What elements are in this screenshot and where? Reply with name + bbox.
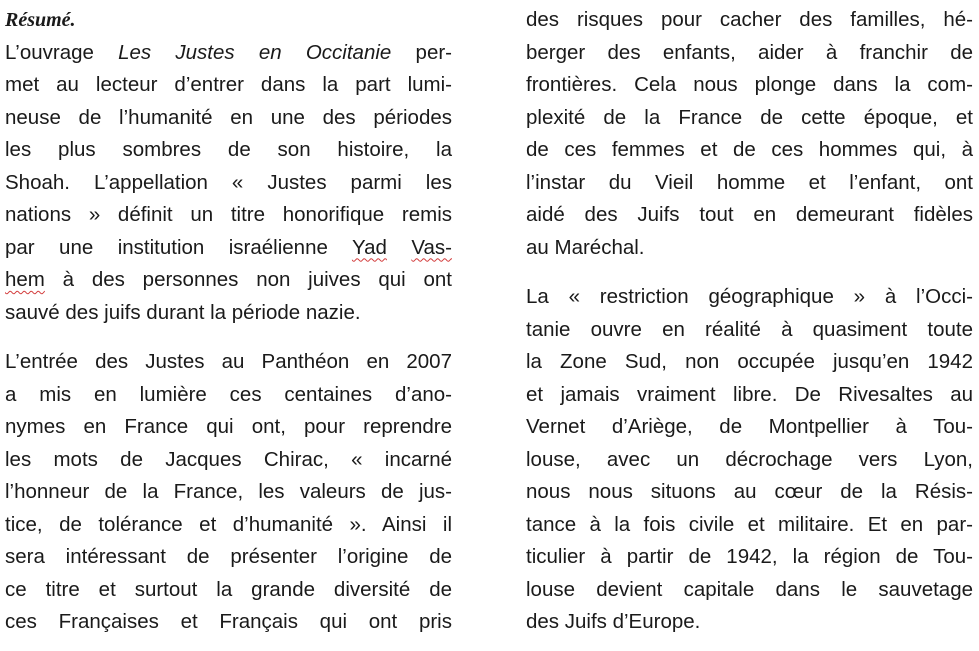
text-line: la Zone Sud, non occupée jusqu’en 1942 [526,350,973,373]
text-segment: per- [391,40,452,64]
text-line: neuse de l’humanité en une des périodes [5,105,452,129]
right-column [526,4,973,639]
book-title: Les Justes en Occitanie [118,40,392,64]
text-line: et jamais vraiment libre. De Rivesaltes au [526,382,973,406]
text-line: berger des enfants, aider à franchir de [526,40,973,64]
text-line: nymes en France qui ont, pour reprendre [5,415,452,438]
text-line: l’instar du Vieil homme et l’enfant, ont [526,170,973,194]
text-line: ticulier à partir de 1942, la région de Tou- [526,545,973,568]
text-line: tance à la fois civile et militaire. Et en par- [526,512,973,536]
text-line: nations » définit un titre honorifique remis [5,203,452,226]
spellcheck-word[interactable]: Vas- [411,235,452,259]
text-line: tice, de tolérance et d’humanité ». Ainsi il [5,512,452,536]
text-line: des Juifs d’Europe. [526,610,701,633]
text-segment: à des personnes non juives qui ont [44,268,452,291]
paragraph-gap [526,264,973,281]
text-segment: par une institution israélienne [5,235,352,259]
text-line: La « restriction géographique » à l’Occi- [526,285,973,308]
text-line [5,264,452,297]
text-line: ce titre et surtout la grande diversité de [5,577,452,601]
text-line [5,37,452,70]
text-line: sauvé des juifs durant la période nazie. [5,300,361,324]
text-line [5,232,452,265]
text-line: Shoah. L’appellation « Justes parmi les [5,170,452,194]
text-line: tanie ouvre en réalité à quasiment toute [526,317,973,341]
abstract-heading: Résumé. [5,9,76,31]
text-segment: L’ouvrage [5,40,119,64]
text-line: de ces femmes et de ces hommes qui, à [526,138,973,161]
text-segment [387,236,411,259]
text-line: L’entrée des Justes au Panthéon en 2007 [5,350,452,373]
text-line: sera intéressant de présenter l’origine de [5,545,452,568]
text-line: au Maréchal. [526,235,645,259]
text-line: aidé des Juifs tout en demeurant fidèles [526,203,973,226]
text-line: met au lecteur d’entrer dans la part lumi- [5,73,452,96]
text-line: les plus sombres de son histoire, la [5,138,452,161]
text-line: a mis en lumière ces centaines d’ano- [5,382,452,406]
text-line: les mots de Jacques Chirac, « incarné [5,447,452,471]
paragraph-gap [5,329,452,346]
text-line: Vernet d’Ariège, de Montpellier à Tou- [526,415,973,438]
spellcheck-word[interactable]: hem [5,268,45,291]
text-line: louse, avec un décrochage vers Lyon, [526,447,973,471]
text-line: nous nous situons au cœur de la Résis- [526,480,973,503]
text-line: des risques pour cacher des familles, hé- [526,8,973,31]
text-line: frontières. Cela nous plonge dans la com- [526,73,973,96]
text-line: plexité de la France de cette époque, et [526,105,973,129]
text-line: louse devient capitale dans le sauvetage [526,577,973,601]
text-line: ces Françaises et Français qui ont pris [5,610,452,633]
spellcheck-word[interactable]: Yad [351,235,387,259]
left-column [5,4,452,639]
text-line: l’honneur de la France, les valeurs de jus- [5,480,452,503]
